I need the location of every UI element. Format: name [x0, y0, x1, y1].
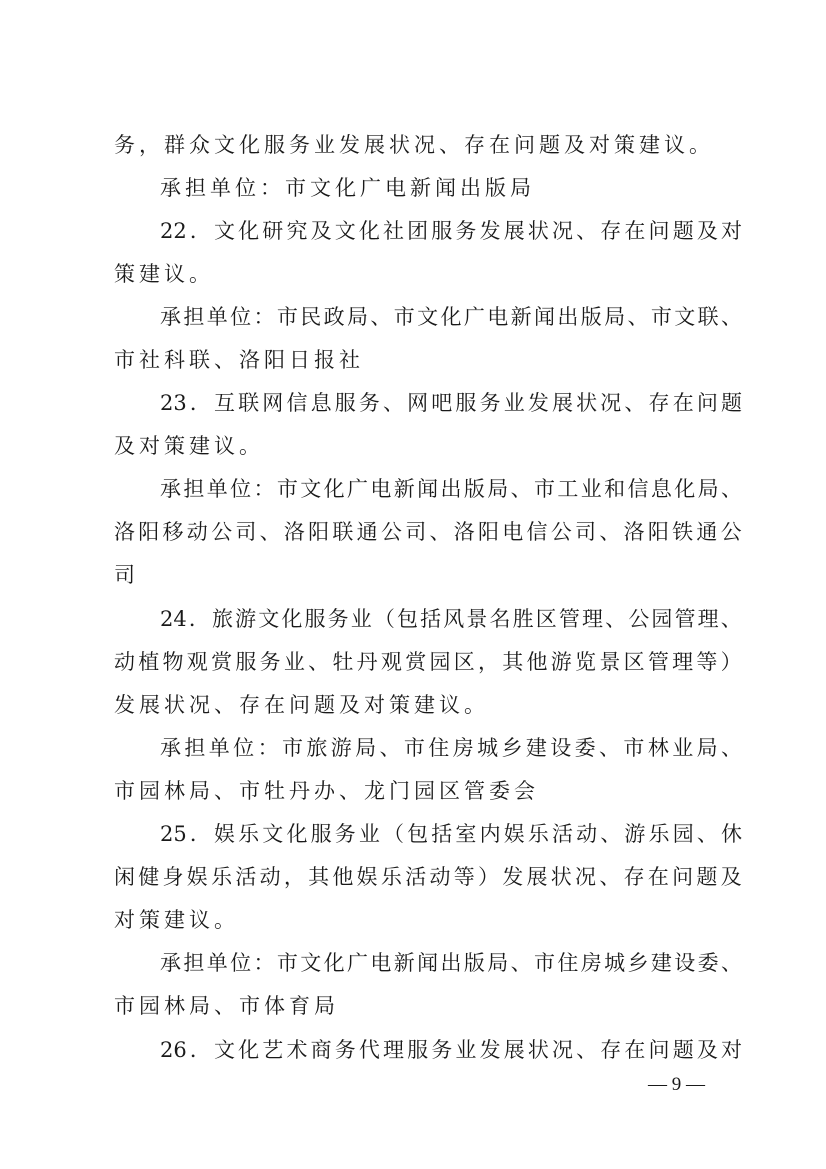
text-line: 23 ． 互 联 网 信 息 服 务 、 网 吧 服 务 业 发 展 状 况 、 存 在 问 题	[160, 391, 742, 415]
text-line: 市园林局、市牡丹办、龙门园区管委会	[114, 779, 539, 803]
text-line: 市园林局、市体育局	[114, 994, 339, 1018]
text-line: 承 担 单 位 ： 市 民 政 局 、 市 文 化 广 电 新 闻 出 版 局 、 市 文 联 、	[160, 305, 742, 329]
text-line: 动 植 物 观 赏 服 务 业 、 牡 丹 观 赏 园 区 ， 其 他 游 览 景 区 管 理 等 ）	[114, 650, 742, 674]
text-line: 市社科联、洛阳日报社	[114, 348, 364, 372]
text-line: 26 ． 文 化 艺 术 商 务 代 理 服 务 业 发 展 状 况 、 存 在 问 题 及 对	[160, 1038, 742, 1062]
text-line: 闲 健 身 娱 乐 活 动 ， 其 他 娱 乐 活 动 等 ） 发 展 状 况 、 存 在 问 题 及	[114, 865, 742, 889]
text-line: 发展状况、存在问题及对策建议。	[114, 693, 489, 717]
text-line: 策建议。	[114, 262, 214, 286]
text-line: 承 担 单 位 ： 市 旅 游 局 、 市 住 房 城 乡 建 设 委 、 市 林 业 局 、	[160, 736, 742, 760]
text-line: 22 ． 文 化 研 究 及 文 化 社 团 服 务 发 展 状 况 、 存 在 问 题 及 对	[160, 219, 742, 243]
text-line: 洛 阳 移 动 公 司 、 洛 阳 联 通 公 司 、 洛 阳 电 信 公 司 、 洛 阳 铁 通 公	[114, 520, 742, 544]
text-line: 及对策建议。	[114, 434, 264, 458]
text-line: 务，群众文化服务业发展状况、存在问题及对策建议。	[114, 133, 714, 157]
text-line: 司	[114, 563, 139, 587]
text-line: 承 担 单 位 ： 市 文 化 广 电 新 闻 出 版 局 、 市 工 业 和 信 息 化 局 、	[160, 477, 742, 501]
page-number: — 9 —	[648, 1074, 705, 1095]
text-line: 承 担 单 位 ： 市 文 化 广 电 新 闻 出 版 局 、 市 住 房 城 乡 建 设 委 、	[160, 951, 742, 975]
text-line: 承担单位：市文化广电新闻出版局	[160, 176, 535, 200]
text-line: 24 ． 旅 游 文 化 服 务 业 （ 包 括 风 景 名 胜 区 管 理 、 公 园 管 理 、	[160, 607, 742, 631]
text-line: 25 ． 娱 乐 文 化 服 务 业 （ 包 括 室 内 娱 乐 活 动 、 游 乐 园 、 休	[160, 822, 742, 846]
text-line: 对策建议。	[114, 908, 239, 932]
